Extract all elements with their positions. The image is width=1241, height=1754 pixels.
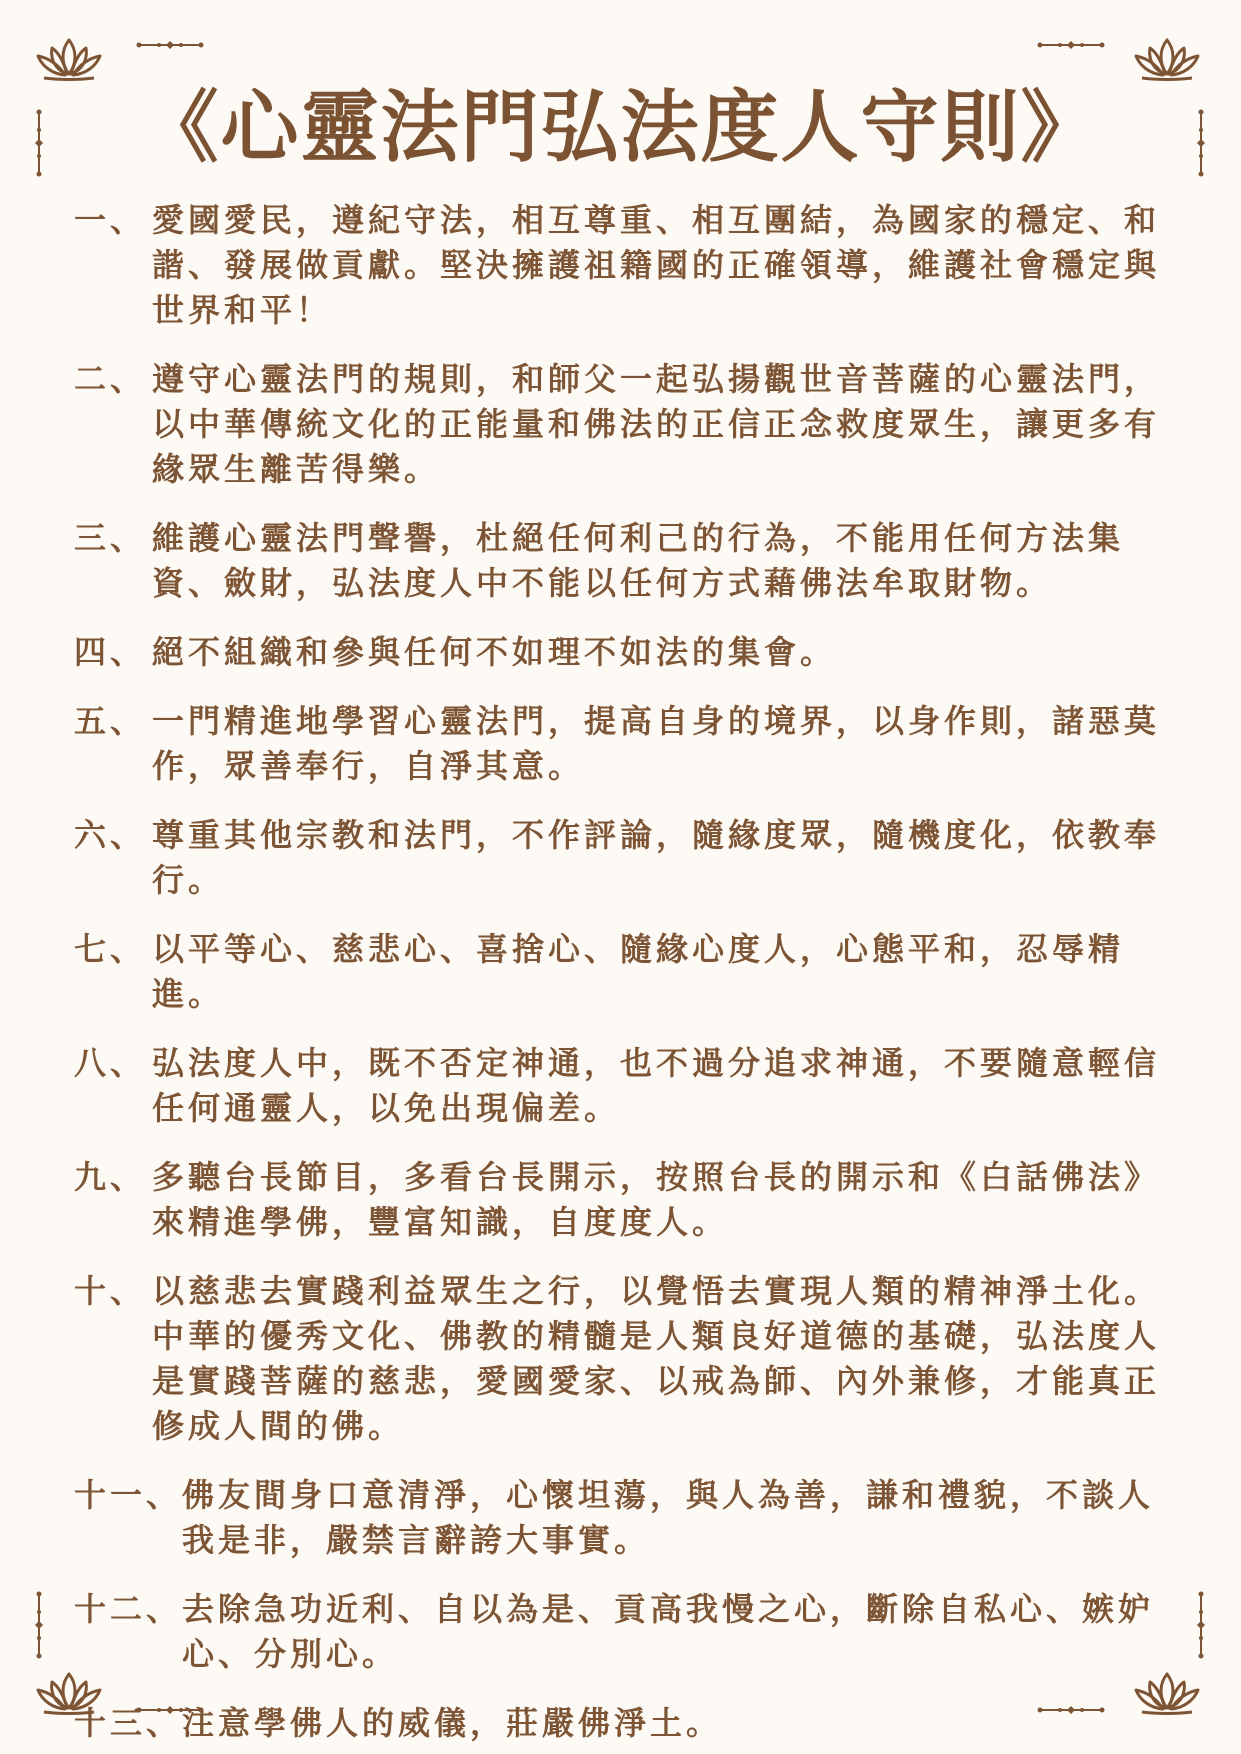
rule-text: 去除急功近利、自以為是、貢高我慢之心，斷除自私心、嫉妒心、分別心。 <box>182 1590 1155 1673</box>
rule-item <box>74 630 1174 675</box>
rule-number: 四、 <box>74 633 147 671</box>
rule-number: 十三、 <box>74 1704 183 1742</box>
ornament-top-left <box>135 40 205 50</box>
rule-text: 弘法度人中，既不否定神通，也不過分追求神通，不要隨意輕信任何通靈人，以免出現偏差。 <box>152 1044 1161 1127</box>
rule-item <box>74 1155 1174 1245</box>
rule-item <box>74 198 1174 333</box>
rule-item <box>74 357 1174 492</box>
ornament-right-bottom <box>1196 1590 1206 1660</box>
rule-item <box>74 1269 1174 1449</box>
rule-text: 佛友間身口意清淨，心懷坦蕩，與人為善，謙和禮貌，不談人我是非，嚴禁言辭誇大事實。 <box>182 1476 1155 1559</box>
rule-text: 以平等心、慈悲心、喜捨心、隨緣心度人，心態平和，忍辱精進。 <box>152 930 1125 1013</box>
rule-text: 絕不組織和參與任何不如理不如法的集會。 <box>152 633 837 671</box>
rule-number: 十、 <box>74 1272 147 1310</box>
rule-text: 多聽台長節目，多看台長開示，按照台長的開示和《白話佛法》來精進學佛，豐富知識，自度度人。 <box>152 1158 1161 1241</box>
rule-number: 二、 <box>74 360 147 398</box>
rule-text: 一門精進地學習心靈法門，提高自身的境界，以身作則，諸惡莫作，眾善奉行，自淨其意。 <box>152 702 1161 785</box>
rule-number: 七、 <box>74 930 147 968</box>
rule-number: 五、 <box>74 702 147 740</box>
rule-item <box>74 1473 1174 1563</box>
rule-item <box>74 699 1174 789</box>
rule-item <box>74 1701 1174 1746</box>
page-title: 《心靈法門弘法度人守則》 <box>140 83 1101 173</box>
rule-text: 愛國愛民，遵紀守法，相互尊重、相互團結，為國家的穩定、和諧、發展做貢獻。堅決擁護祖籍國的正確領導，維護社會穩定與世界和平！ <box>152 201 1161 329</box>
rule-text: 注意學佛人的威儀，莊嚴佛淨土。 <box>182 1704 723 1742</box>
rule-number: 三、 <box>74 519 147 557</box>
rule-item <box>74 516 1174 606</box>
rule-text: 維護心靈法門聲譽，杜絕任何利己的行為，不能用任何方法集資、斂財，弘法度人中不能以任何方式藉佛法牟取財物。 <box>152 519 1125 602</box>
rule-number: 九、 <box>74 1158 147 1196</box>
rule-text: 以慈悲去實踐利益眾生之行，以覺悟去實現人類的精神淨土化。中華的優秀文化、佛教的精髓是人類良好道德的基礎，弘法度人是實踐菩薩的慈悲，愛國愛家、以戒為師、內外兼修，才能真正修成人間的佛。 <box>152 1272 1161 1445</box>
rule-number: 十二、 <box>74 1590 183 1628</box>
rule-text: 遵守心靈法門的規則，和師父一起弘揚觀世音菩薩的心靈法門，以中華傳統文化的正能量和佛法的正信正念救度眾生，讓更多有緣眾生離苦得樂。 <box>152 360 1161 488</box>
rule-number: 六、 <box>74 816 147 854</box>
lotus-icon-top-right <box>1132 36 1202 82</box>
rule-item <box>74 1041 1174 1131</box>
rules-list <box>74 198 1174 1746</box>
ornament-top-right <box>1036 40 1106 50</box>
rule-item <box>74 813 1174 903</box>
rule-number: 八、 <box>74 1044 147 1082</box>
rule-number: 十一、 <box>74 1476 183 1514</box>
lotus-icon-top-left <box>34 36 104 82</box>
rule-item <box>74 1587 1174 1677</box>
ornament-left-bottom <box>34 1590 44 1660</box>
rule-text: 尊重其他宗教和法門，不作評論，隨緣度眾，隨機度化，依教奉行。 <box>152 816 1161 899</box>
rule-number: 一、 <box>74 201 147 239</box>
rule-item <box>74 927 1174 1017</box>
